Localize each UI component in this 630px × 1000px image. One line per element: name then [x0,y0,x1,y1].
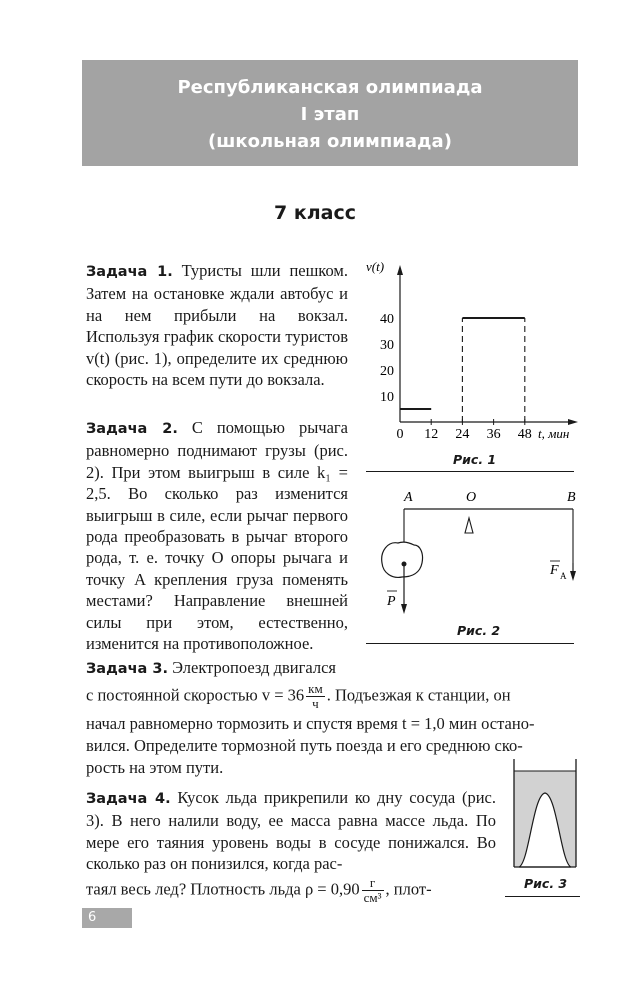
task-1-text: Туристы шли пешком. Затем на остановке ждали автобус и на нем прибыли на вокзал. Используя график скорости туристов v(t) (рис. 1), определите их среднюю скорость на всем пути до вокзала. [86,261,348,390]
x-axis-label: t, мин [538,426,570,441]
y-axis-arrow [397,265,403,275]
task-4-last-line [86,876,432,905]
task-4-text-last-b: , плот- [385,879,432,899]
task-4-label: Задача 4. [86,791,171,807]
task-4 [86,787,496,875]
page-number: 6 [82,908,132,928]
x-tick-label: 48 [517,427,532,442]
grade-heading: 7 класс [274,202,356,224]
y-tick-label: 10 [380,390,394,405]
figure-2-rule [366,643,574,644]
fulcrum-icon [465,518,473,533]
task-3-line-5: рость на этом пути. [86,758,224,777]
velocity-graph [360,255,610,445]
x-tick-label: 24 [455,427,470,442]
lever-diagram [370,485,600,620]
point-b-label: B [567,490,576,505]
x-axis-arrow [568,419,578,425]
olympiad-header-banner [82,60,578,166]
figure-1-rule [366,471,574,472]
task-3-text-2a: с постоянной скоростью v = 36 [86,685,305,705]
task-2-label: Задача 2. [86,421,178,437]
task-3-frac-num: км [308,681,323,696]
task-3-speed-unit [306,682,325,711]
weight-force-label: P [387,594,396,609]
x-tick-label: 36 [486,427,501,442]
y-axis-label: v(t) [366,259,385,274]
task-4-frac-num: г [362,876,384,891]
x-tick-label: 0 [396,427,404,442]
figure-3-rule [505,896,580,897]
y-tick-label: 30 [380,338,394,353]
task-4-text-last-a: таял весь лед? Плотность льда ρ = 0,90 [86,879,360,899]
task-3-text-2b: . Подъезжая к станции, он [326,685,511,705]
weight-arrow-head [401,604,407,614]
task-3-text-1: Электропоезд двигался [167,658,336,677]
applied-force-subscript: A [560,571,567,581]
task-1 [86,260,348,390]
task-4-text: Кусок льда прикрепили ко дну сосуда (рис. 3). В него налили воду, ее масса равна массе льда. По мере его таяния уровень воды в сосуде понижался. Во сколько раз он понизился, когда рас- [86,788,496,874]
task-2 [86,417,348,654]
task-3-label: Задача 3. [86,661,168,677]
task-4-density-unit [362,876,384,905]
task-3-line-2 [86,682,511,711]
point-a-label: A [404,490,413,505]
applied-force-label: F [550,563,559,578]
point-o-label: O [466,490,477,505]
task-3-frac-den: ч [312,696,319,711]
task-4-frac-den: см³ [363,890,382,905]
task-3-line-4: вился. Определите тормозной путь поезда и его среднюю ско- [86,736,523,755]
task-3-line-3: начал равномерно тормозить и спустя время t = 1,0 мин остано- [86,714,535,733]
header-title-line-2: I этап [300,104,360,125]
y-tick-label: 20 [380,364,394,379]
y-tick-label: 40 [380,312,394,327]
figure-3-caption: Рис. 3 [524,876,568,891]
vessel-diagram [505,755,585,875]
task-2-text: С помощью рычага равномерно поднимают грузы (рис. 2). При этом выигрыш в силе k₁ = 2,5. Во сколько раз изменится выигрыш в силе, если рычаг первого рода преобразовать в рычаг второго рода, т. е. точку O опоры рычага и точку A крепления груза поменять местами? Направление внешней силы при этом, естественно, изменится на противоположное. [86,418,349,654]
header-title-line-1: Республиканская олимпиада [177,77,483,98]
figure-1-caption: Рис. 1 [453,452,497,467]
task-3-line-1 [86,657,336,680]
header-title-line-3: (школьная олимпиада) [208,131,452,152]
x-tick-label: 12 [424,427,439,442]
load-body-icon [382,542,423,577]
figure-2-caption: Рис. 2 [457,623,501,638]
task-1-label: Задача 1. [86,264,173,280]
